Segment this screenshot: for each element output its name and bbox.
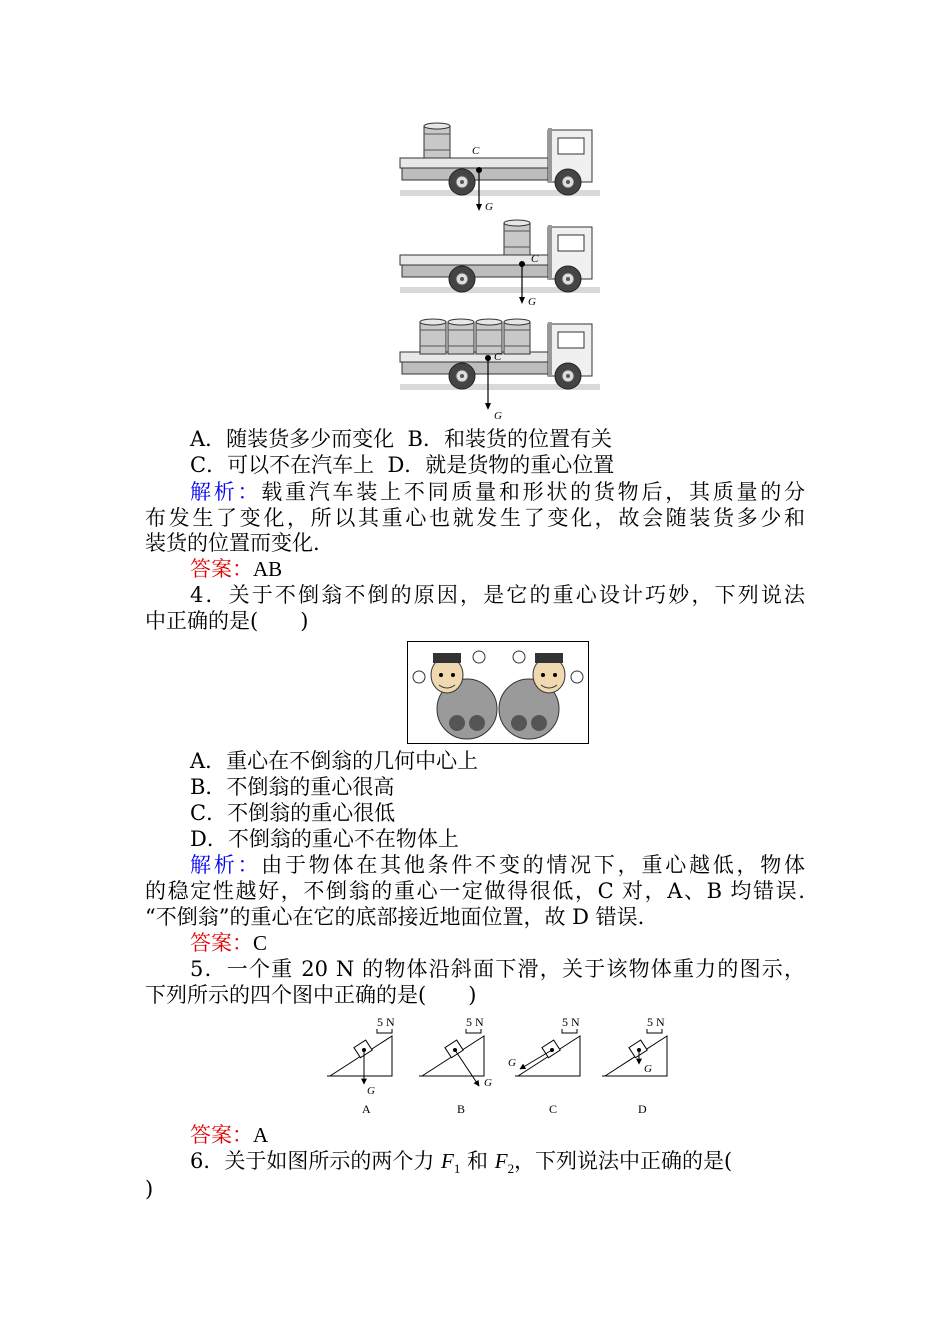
truck-2-label-c: C xyxy=(531,253,539,265)
figure-label-c: C xyxy=(549,1102,558,1116)
q5-stem-line-1: 5．一个重 20 N 的物体沿斜面下滑，关于该物体重力的图示， xyxy=(190,957,805,981)
force-label-a: G xyxy=(367,1085,375,1097)
truck-1 xyxy=(400,123,600,196)
force-f2: F xyxy=(494,1149,508,1173)
truck-2-label-g: G xyxy=(528,296,536,308)
q4-option-a: A．重心在不倒翁的几何中心上 xyxy=(190,749,479,773)
q4-stem-line-1: 4．关于不倒翁不倒的原因，是它的重心设计巧妙，下列说法 xyxy=(190,583,805,607)
force-f1: F xyxy=(441,1149,454,1173)
truck-figure xyxy=(0,0,950,430)
scale-label-a: 5 N xyxy=(377,1015,395,1029)
scale-label-d: 5 N xyxy=(647,1015,665,1029)
q5-stem-line-2: 下列所示的四个图中正确的是( ) xyxy=(145,983,477,1007)
q6-stem-line-2: ) xyxy=(145,1177,154,1201)
force-label-d: G xyxy=(644,1063,652,1075)
q3-option-a: A．随装货多少而变化 xyxy=(190,427,395,451)
q4-option-d: D．不倒翁的重心不在物体上 xyxy=(190,827,459,851)
q3-option-b: B．和装货的位置有关 xyxy=(407,427,612,451)
q4-stem-line-2: 中正确的是( ) xyxy=(145,609,309,633)
q4-analysis-line-3: “不倒翁”的重心在它的底部接近地面位置，故 D 错误. xyxy=(145,905,645,929)
tumbler-figure xyxy=(407,641,589,745)
scale-label-c: 5 N xyxy=(562,1015,580,1029)
q3-analysis-line-1: 解析：载重汽车装上不同质量和形状的货物后，其质量的分 xyxy=(190,480,805,504)
force-label-b: G xyxy=(484,1077,492,1089)
q5-answer-tag: 答案： xyxy=(190,1123,253,1147)
incline-a xyxy=(327,1015,395,1116)
truck-3-label-g: G xyxy=(494,410,502,422)
truck-1-label-g: G xyxy=(485,201,493,213)
scale-label-b: 5 N xyxy=(466,1015,484,1029)
figure-label-b: B xyxy=(457,1102,466,1116)
q3-options-cd xyxy=(190,452,805,478)
q3-option-c: C．可以不在汽车上 xyxy=(190,453,375,477)
q3-answer-value: AB xyxy=(253,557,283,581)
q4-analysis-tag: 解析： xyxy=(190,853,262,877)
truck-2 xyxy=(400,220,600,293)
q6-stem-line-1: 6．关于如图所示的两个力 $F_1$ 和 $F_2$，下列说法中正确的是( xyxy=(190,1149,733,1177)
q3-analysis-tag: 解析： xyxy=(190,480,262,504)
q4-option-c: C．不倒翁的重心很低 xyxy=(190,801,396,825)
q5-answer-value: A xyxy=(253,1123,269,1147)
q4-analysis-line-2: 的稳定性越好，不倒翁的重心一定做得很低，C 对，A、B 均错误. xyxy=(145,879,805,903)
q3-options-ab xyxy=(190,426,805,452)
truck-1-label-c: C xyxy=(472,145,480,157)
q4-option-b: B．不倒翁的重心很高 xyxy=(190,775,395,799)
q3-answer-tag: 答案： xyxy=(190,557,253,581)
force-label-c: G xyxy=(508,1057,516,1069)
incline-d xyxy=(602,1015,667,1116)
q4-answer-value: C xyxy=(253,931,268,955)
q3-analysis-line-2: 布发生了变化，所以其重心也就发生了变化，故会随装货多少和 xyxy=(145,506,805,530)
q3-answer xyxy=(190,556,805,582)
q3-analysis-line-3: 装货的位置而变化. xyxy=(145,531,320,555)
q4-analysis-line-1: 解析：由于物体在其他条件不变的情况下，重心越低，物体 xyxy=(190,853,805,877)
figure-label-d: D xyxy=(638,1102,647,1116)
figure-label-a: A xyxy=(362,1102,371,1116)
q3-option-d: D．就是货物的重心位置 xyxy=(387,453,615,477)
q4-answer xyxy=(190,930,805,956)
incline-figure xyxy=(322,1010,722,1120)
q4-answer-tag: 答案： xyxy=(190,931,253,955)
truck-3-label-c: C xyxy=(494,351,502,363)
incline-c xyxy=(508,1015,580,1116)
incline-b xyxy=(419,1015,492,1116)
q5-answer xyxy=(190,1122,805,1148)
